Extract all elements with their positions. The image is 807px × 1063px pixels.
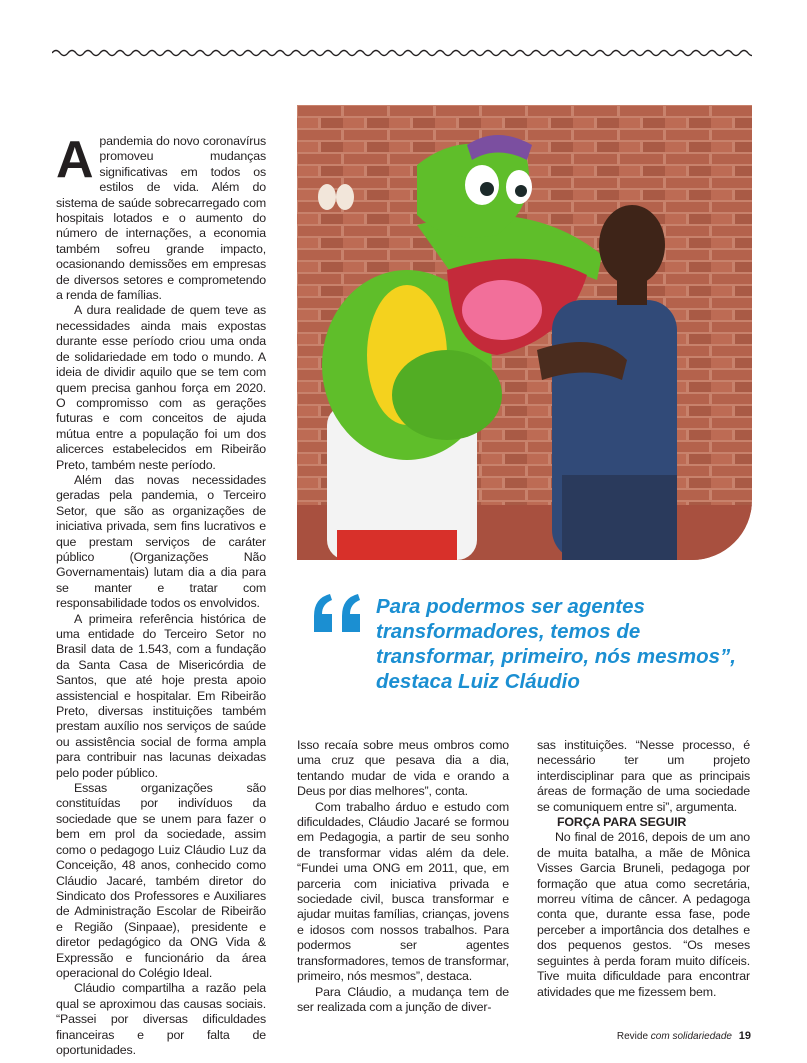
paragraph: Para Cláudio, a mudança tem de ser realizada com a junção de diver- <box>297 984 509 1014</box>
paragraph: No final de 2016, depois de um ano de muita batalha, a mãe de Mônica Visses Garcia Bruneli, pedagoga por formação que atua como secretária, morreu vítima de câncer. A pedagoga conta que, durante essa fase, pode perceber a importância dos detalhes e dos pequenos gestos. “Os meses seguintes à perda foram muito difíceis. Tive muita dificuldade para encontrar atividades que me fizessem bem. <box>537 830 750 999</box>
paragraph: A dura realidade de quem teve as necessidades ainda mais expostas durante esse período criou uma onda de solidariedade em todo o mundo. A ideia de dividir aquilo que se tem com quem precisa ganhou força em 2020. O compromisso com as gerações futuras e com conceitos de ajuda mútua entre a população foi um dos alicerces estabelecidos em Ribeirão Preto, também neste período. <box>56 303 266 472</box>
article-column-3 <box>537 738 750 1000</box>
wavy-divider <box>52 46 752 60</box>
section-name: com solidariedade <box>650 1031 732 1042</box>
paragraph: Essas organizações são constituídas por indivíduos da sociedade que se unem para fazer o bem em prol da sociedade, assim como o pedagogo Luiz Cláudio Luz da Conceição, 48 anos, conhecido como Cláudio Jacaré, também diretor do Sindicato dos Professores e Auxiliares de Administração Escolar de Ribeirão e Região (Sinpaae), presidente e diretor pedagógico da ONG Vida & Expressão e funcionário da área operacional do Colégio Ideal. <box>56 781 266 980</box>
photo-illustration <box>297 105 752 560</box>
pull-quote: Para podermos ser agentes transformadores, temos de transformar, primeiro, nós mesmos”, destaca Luiz Cláudio <box>376 595 737 693</box>
paragraph: Com trabalho árduo e estudo com dificuldades, Cláudio Jacaré se formou em Pedagogia, a partir de seu sonho de transformar vidas além da dele. “Fundei uma ONG em 2011, que, em parceria com iniciativa privada e sociedade civil, busca transformar e ajudar muitas famílias, crianças, jovens e idosos com nossos trabalhos. Para podermos ser agentes transformadores, temos de transformar, primeiro, nós mesmos”, destaca. <box>297 799 509 984</box>
paragraph: Cláudio compartilha a razão pela qual se aproximou das causas sociais. “Passei por diversas dificuldades financeiras e por falta de oportunidades. <box>56 981 266 1057</box>
drop-cap: A <box>56 131 94 189</box>
paragraph: sas instituições. “Nesse processo, é necessário ter um projeto interdisciplinar para que as principais áreas de formação de uma sociedade se comuniquem entre si”, argumenta. <box>537 738 750 814</box>
paragraph: A primeira referência histórica de uma entidade do Terceiro Setor no Brasil data de 1.543, com a fundação da Santa Casa de Misericórdia de Santos, que até hoje presta apoio assistencial e hospitalar. Em Ribeirão Preto, diversas instituições também prestam auxílio nos serviços de saúde ou assistência social de forma ampla para contribuir nas lacunas deixadas pelo poder público. <box>56 611 266 780</box>
article-column-1 <box>56 131 266 1058</box>
quote-mark-icon <box>310 592 366 636</box>
intro-paragraph: Apandemia do novo coronavírus promoveu mudanças significativas em todos os estilos de vida. Além do sistema de saúde sobrecarregado com hospitais lotados e o aumento do número de internações, a economia também sofreu grande impacto, ocasionando demissões em empresas de diversos setores e comprometendo a renda de famílias. <box>56 131 266 303</box>
page-number: 19 <box>738 1030 751 1042</box>
magazine-name: Revide <box>616 1031 649 1042</box>
article-photo <box>297 105 752 560</box>
paragraph: Além das novas necessidades geradas pela pandemia, o Terceiro Setor, que são as organizações de iniciativa privada, sem fins lucrativos e que prestam serviços de caráter público (Organizações Não Governamentais) lutam dia a dia para se manter e tratar com responsabilidade todos os envolvidos. <box>56 472 266 611</box>
page-footer <box>617 1030 751 1042</box>
section-subheading: FORÇA PARA SEGUIR <box>557 815 687 830</box>
paragraph: Isso recaía sobre meus ombros como uma cruz que pesava dia a dia, tentando mudar de vida e orando a Deus por dias melhores”, conta. <box>297 738 509 799</box>
article-column-2 <box>297 738 509 1015</box>
